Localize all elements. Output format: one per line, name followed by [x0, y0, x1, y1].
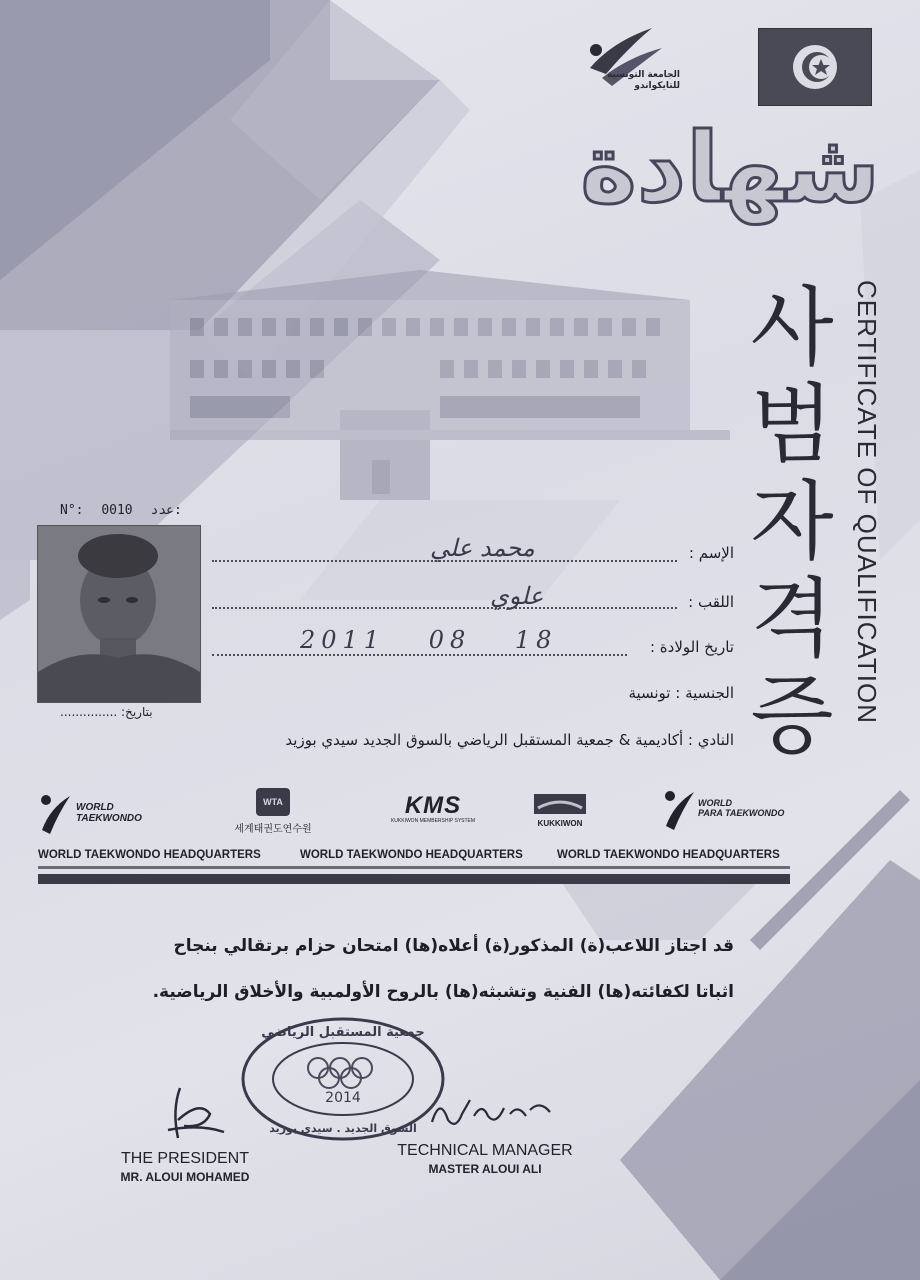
field-label-surname: اللقب :: [688, 593, 734, 611]
federation-name: الجامعة التونسية للتايكواندو: [606, 70, 680, 91]
field-label-birthdate: تاريخ الولادة :: [649, 638, 734, 656]
world-taekwondo-logo: [38, 790, 158, 836]
headquarters-label-1: WORLD TAEKWONDO HEADQUARTERS: [38, 849, 261, 861]
headquarters-label-3: WORLD TAEKWONDO HEADQUARTERS: [557, 849, 780, 861]
club-stamp: [240, 1016, 446, 1142]
kukkiwon-icon: [534, 794, 586, 814]
nationality-value: تونسية: [628, 684, 671, 702]
club-label: النادي :: [687, 731, 734, 749]
world-para-line2: PARA TAEKWONDO: [698, 808, 785, 818]
certificate-number: [60, 503, 182, 518]
world-taekwondo-icon: [38, 790, 72, 836]
kukkiwon-logo: [530, 794, 590, 834]
field-value-name: محمد علي: [430, 534, 535, 562]
wta-emblem: WTA: [256, 788, 290, 816]
president-name: MR. ALOUI MOHAMED: [120, 1170, 250, 1184]
president-title: THE PRESIDENT: [120, 1150, 249, 1167]
field-value-surname: علوي: [490, 582, 544, 610]
club-value: أكاديمية & جمعية المستقبل الرياضي بالسوق الجديد سيدي بوزيد: [285, 731, 684, 749]
stamp-year: 2014: [325, 1090, 361, 1106]
headquarters-label-2: WORLD TAEKWONDO HEADQUARTERS: [300, 849, 523, 861]
wta-logo: [228, 788, 318, 838]
title-korean: [742, 280, 842, 765]
federation-logo-icon: [582, 22, 670, 108]
field-label-club: [285, 731, 734, 749]
nationality-label: الجنسية :: [675, 684, 734, 702]
tunisia-flag-icon: [758, 28, 872, 106]
kms-subtitle: KUKKIWON MEMBERSHIP SYSTEM: [390, 818, 476, 824]
body-text-line-1: قد اجتاز اللاعب(ة) المذكور(ة) أعلاه(ها) امتحان حزام برتقالي بنجاح: [173, 936, 734, 956]
title-english: [846, 280, 886, 780]
number-value: 0010: [101, 503, 133, 518]
field-value-birthdate: 2011 08 18: [300, 626, 558, 654]
wta-korean-label: 세계태권도연수원: [234, 824, 312, 835]
manager-title: TECHNICAL MANAGER: [397, 1142, 573, 1159]
title-english-text: CERTIFICATE OF QUALIFICATION: [852, 280, 882, 725]
manager-name: MASTER ALOUI ALI: [428, 1162, 542, 1176]
holder-photo: [37, 525, 201, 703]
world-taekwondo-line1: WORLD: [76, 802, 114, 813]
kms-logo: [378, 794, 488, 834]
title-korean-char: 자: [750, 472, 834, 572]
divider-thin: [38, 866, 790, 869]
field-label-name: الإسم :: [688, 544, 734, 562]
title-korean-char: 증: [750, 666, 834, 766]
field-label-nationality: [628, 684, 734, 702]
number-label-ar: عدد:: [150, 503, 182, 518]
kukkiwon-label: KUKKIWON: [537, 819, 583, 828]
partner-logos: [38, 784, 798, 844]
body-text-line-2: اثباتا لكفائته(ها) الفنية وتشبثه(ها) بالروح الأولمبية والأخلاق الرياضية.: [152, 982, 734, 1002]
title-arabic: شهادة: [580, 112, 880, 224]
number-label-fr: N°:: [60, 503, 84, 518]
world-taekwondo-line2: TAEKWONDO: [76, 813, 142, 824]
surname-dotted-line: [212, 607, 677, 609]
photo-date-label: بتاريخ: ...............: [60, 705, 153, 719]
stamp-bottom-text: السوق الجديد . سيدي بوزيد: [269, 1122, 417, 1135]
president-signature: [160, 1080, 230, 1150]
world-para-taekwondo-logo: [662, 786, 802, 832]
world-para-taekwondo-icon: [662, 786, 696, 832]
title-korean-char: 범: [750, 375, 834, 475]
title-korean-char: 격: [750, 569, 834, 669]
world-para-line1: WORLD: [698, 798, 732, 808]
title-korean-char: 사: [750, 278, 834, 378]
stamp-top-text: جمعية المستقبل الرياضي: [261, 1025, 425, 1040]
divider-bar: [38, 874, 790, 884]
birthdate-dotted-line: [212, 654, 627, 656]
kms-emblem: KMS: [404, 792, 462, 819]
manager-signature: [426, 1086, 556, 1136]
